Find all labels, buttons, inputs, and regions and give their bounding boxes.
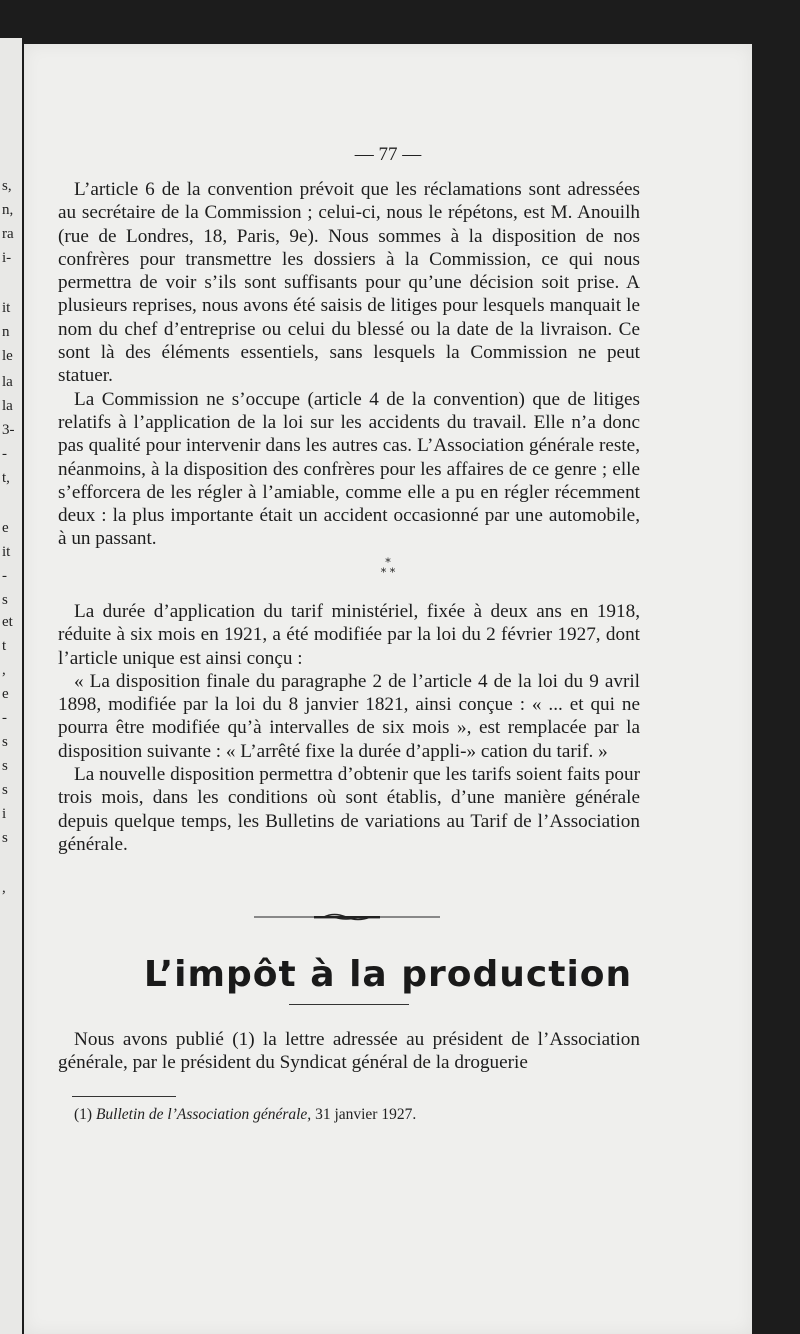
margin-fragment: , <box>2 880 6 896</box>
margin-fragment: n <box>2 324 10 340</box>
paragraph-commission-scope: La Commission ne s’occupe (article 4 de la convention) que de litiges relatifs à l’application de la loi sur les accidents du travail. Elle n’a donc pas qualité pour intervenir dans les autres cas. L’Association générale reste, néanmoins, à la disposition des confrères pour les affaires de ce genre ; elle s’efforcera de les régler à l’amiable, comme elle a pu en régler récemment deux : la plus importante était un accident occasionné par une automobile, à un passant. <box>58 388 640 550</box>
margin-fragment: la <box>2 374 13 390</box>
middle-text-block <box>58 600 640 856</box>
margin-fragment: - <box>2 710 7 726</box>
paragraph-tarif-duration: La durée d’application du tarif ministériel, fixée à deux ans en 1918, réduite à six mois en 1921, a été modifiée par la loi du 2 février 1927, dont l’article unique est ainsi conçu : <box>58 601 640 669</box>
margin-fragment: i <box>2 806 7 822</box>
margin-fragment: e <box>2 686 9 702</box>
margin-fragment: , <box>2 662 6 678</box>
footnote <box>74 1106 416 1124</box>
page-number: — 77 — <box>354 144 422 165</box>
margin-fragment: - <box>2 568 7 584</box>
margin-fragment: n, <box>2 202 14 218</box>
margin-fragment: s <box>2 782 8 798</box>
ornamental-divider <box>254 912 440 922</box>
margin-fragment: s <box>2 592 8 608</box>
footnote-rule <box>72 1096 176 1097</box>
margin-fragment: it <box>2 544 11 560</box>
margin-fragment: t <box>2 638 7 654</box>
footnote-date: 31 janvier 1927. <box>315 1106 417 1123</box>
bottom-text-block <box>58 1028 640 1075</box>
section-separator-stars <box>24 558 752 578</box>
margin-fragment: s, <box>2 178 12 194</box>
margin-fragment: ra <box>2 226 14 242</box>
margin-fragment: i- <box>2 250 12 266</box>
paragraph-law-quote: « La disposition finale du paragraphe 2 de l’article 4 de la loi du 9 avril 1898, modifiée par la loi du 8 janvier 1821, ainsi conçue : « ... et qui ne pourra être modifiée qu’à intervalles de six mois », est remplacée par la disposition suivante : « L’arrêté fixe la durée d’appli-» cation du tarif. » <box>58 670 640 762</box>
margin-fragment: s <box>2 734 8 750</box>
section-heading: L’impôt à la production <box>143 954 633 995</box>
book-page <box>24 44 752 1334</box>
margin-fragment: e <box>2 520 9 536</box>
paragraph-convention-article: L’article 6 de la convention prévoit que les réclamations sont adressées au secrétaire de la Commission ; celui-ci, nous le répétons, est M. Anouilh (rue de Londres, 18, Paris, 9e). Nous sommes à la disposition de nos confrères pour transmettre les dossiers à la Commission, ce qui nous permettra de voir s’ils sont suffisants pour qu’une décision soit prise. A plusieurs reprises, nous avons été saisis de litiges pour lesquels manquait le nom du chef d’entreprise ou celui du blessé ou la date de la livraison. Ce sont là des éléments essentiels, sans lesquels la Commission ne peut statuer. <box>58 179 640 387</box>
margin-fragment: t, <box>2 470 10 486</box>
margin-fragment: le <box>2 348 13 364</box>
margin-fragment: 3- <box>2 422 15 438</box>
margin-fragment: - <box>2 446 7 462</box>
margin-fragment: s <box>2 830 8 846</box>
paragraph-new-disposition: La nouvelle disposition permettra d’obtenir que les tarifs soient faits pour trois mois, dans les conditions où sont établis, d’une manière générale depuis quelque temps, les Bulletins de variations au Tarif de l’Association générale. <box>58 764 640 855</box>
margin-fragment: s <box>2 758 8 774</box>
adjacent-page-edge <box>0 38 22 1334</box>
margin-fragment: it <box>2 300 11 316</box>
star-top: * <box>385 556 391 569</box>
star-bottom: * * <box>380 566 396 579</box>
heading-underline <box>289 1004 409 1005</box>
paragraph-publication: Nous avons publié (1) la lettre adressée au président de l’Association générale, par le président du Syndicat général de la droguerie <box>58 1029 640 1074</box>
margin-fragment: et <box>2 614 13 630</box>
top-text-block <box>58 178 640 551</box>
margin-fragment: la <box>2 398 13 414</box>
footnote-marker: (1) <box>74 1106 93 1123</box>
footnote-title: Bulletin de l’Association générale, <box>95 1106 312 1123</box>
